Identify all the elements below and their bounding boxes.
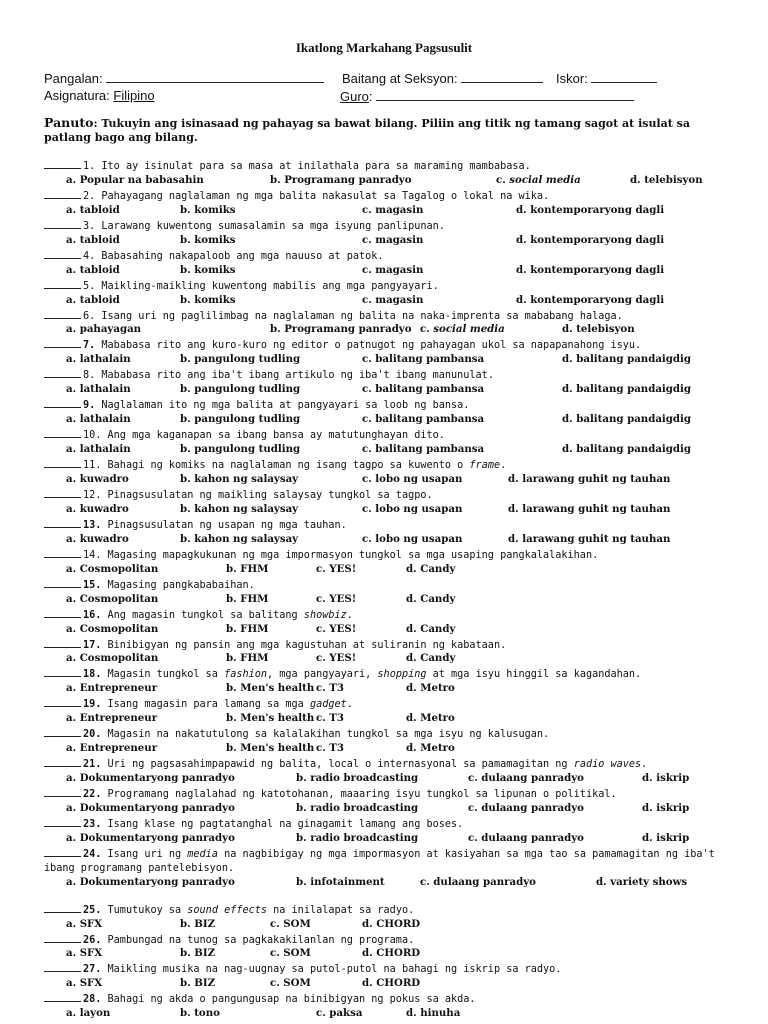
question-number: 13. <box>83 519 102 531</box>
answer-blank[interactable] <box>44 961 81 972</box>
choice-c[interactable]: c. magasin <box>362 263 424 276</box>
choices-row <box>44 652 744 666</box>
iskor-row <box>556 70 657 86</box>
choices-row <box>44 977 744 991</box>
question-text: . <box>500 460 507 472</box>
choice-a[interactable]: a. lathalain <box>66 383 131 396</box>
choice-b[interactable]: b. radio broadcasting <box>296 772 419 785</box>
question-19 <box>44 696 744 712</box>
question-text: radio waves <box>573 759 642 771</box>
answer-blank[interactable] <box>44 637 81 648</box>
choice-c[interactable]: c. YES! <box>316 622 357 635</box>
question-text: na nagbibigay ng mga impormasyon at kasiyahan sa mga tao sa pamamagitan ng iba't ibang programang pantelebisyon. <box>44 848 715 874</box>
answer-blank[interactable] <box>44 427 81 438</box>
answer-blank[interactable] <box>44 397 81 408</box>
question-27 <box>44 961 744 977</box>
choice-a[interactable]: a. tabloid <box>66 293 120 306</box>
choice-b[interactable]: b. Programang panradyo <box>270 173 412 186</box>
choice-b[interactable]: b. FHM <box>226 652 269 665</box>
choices-row <box>44 682 744 696</box>
choice-c[interactable]: c. YES! <box>316 652 357 665</box>
choice-b[interactable]: b. pangulong tudling <box>180 443 301 456</box>
choice-c[interactable]: c. lobo ng usapan <box>362 532 463 545</box>
choice-b[interactable]: b. FHM <box>226 622 269 635</box>
question-26 <box>44 932 744 948</box>
question-text: sound effects <box>187 904 268 916</box>
choice-d[interactable]: d. kontemporaryong dagli <box>516 203 665 216</box>
choice-c[interactable]: c. balitang pambansa <box>362 383 485 396</box>
choice-c[interactable]: c. SOM <box>270 977 311 990</box>
choice-b[interactable]: b. FHM <box>226 562 269 575</box>
choices-row <box>44 772 744 786</box>
choice-b[interactable]: b. komiks <box>180 233 236 246</box>
choices-row <box>44 503 744 517</box>
choice-b[interactable]: b. komiks <box>180 263 236 276</box>
question-15 <box>44 577 744 593</box>
question-3 <box>44 218 744 234</box>
choice-a[interactable]: a. Dokumentaryong panradyo <box>66 772 235 785</box>
question-number: 6. <box>83 310 96 322</box>
choices-row <box>44 323 744 337</box>
pangalan-row <box>44 70 324 86</box>
answer-blank[interactable] <box>44 846 81 857</box>
question-number: 27. <box>83 964 102 976</box>
answer-blank[interactable] <box>44 607 81 618</box>
exam-title: Ikatlong Markahang Pagsusulit <box>295 40 473 55</box>
question-number: 20. <box>83 729 102 741</box>
question-7 <box>44 337 744 353</box>
choice-a[interactable]: a. Entrepreneur <box>66 742 158 755</box>
baitang-label: Baitang at Seksyon: <box>342 71 458 86</box>
choice-c[interactable]: c. paksa <box>316 1007 363 1020</box>
question-number: 21. <box>83 759 102 771</box>
choice-c[interactable]: c. balitang pambansa <box>362 443 485 456</box>
question-10 <box>44 427 744 443</box>
question-number: 10. <box>83 430 102 442</box>
question-number: 23. <box>83 818 102 830</box>
question-13 <box>44 517 744 533</box>
answer-blank[interactable] <box>44 308 81 319</box>
question-24 <box>44 846 744 876</box>
choice-b[interactable]: b. pangulong tudling <box>180 383 301 396</box>
question-14 <box>44 547 744 563</box>
question-number: 8. <box>83 370 96 382</box>
choice-c[interactable]: c. T3 <box>316 712 344 725</box>
choice-d[interactable]: d. Metro <box>406 682 455 695</box>
baitang-row <box>342 70 543 86</box>
answer-blank[interactable] <box>44 816 81 827</box>
choice-a[interactable]: a. Popular na babasahin <box>66 173 204 186</box>
choices-row <box>44 353 744 367</box>
question-number: 15. <box>83 579 102 591</box>
choice-c[interactable]: c. magasin <box>362 293 424 306</box>
choice-b[interactable]: b. radio broadcasting <box>296 801 419 814</box>
choice-a[interactable]: a. Entrepreneur <box>66 712 158 725</box>
question-text: frame <box>469 460 501 472</box>
choices-row <box>44 473 744 487</box>
question-number: 24. <box>83 848 102 860</box>
question-8 <box>44 367 744 383</box>
choice-d[interactable]: d. hinuha <box>406 1007 461 1020</box>
choice-d[interactable]: d. kontemporaryong dagli <box>516 263 665 276</box>
choice-c[interactable]: c. T3 <box>316 682 344 695</box>
choice-b[interactable]: b. Men's health <box>226 742 315 755</box>
question-number: 25. <box>83 904 102 916</box>
choice-c[interactable]: c. SOM <box>270 947 311 960</box>
choice-d[interactable]: d. kontemporaryong dagli <box>516 233 665 246</box>
question-text: Magasing mapagkukunan ng mga impormasyon tungkol sa mga usaping pangkalalakihan. <box>101 549 599 561</box>
choice-d[interactable]: d. Candy <box>406 592 456 605</box>
answer-blank[interactable] <box>44 517 81 528</box>
choice-a[interactable]: a. kuwadro <box>66 472 129 485</box>
choice-a[interactable]: a. Cosmopolitan <box>66 562 159 575</box>
choice-d[interactable]: d. Candy <box>406 652 456 665</box>
choice-d[interactable]: d. CHORD <box>362 917 421 930</box>
question-text: Babasahing nakapaloob ang mga nauuso at patok. <box>95 250 384 262</box>
question-text: at mga isyu hinggil sa kagandahan. <box>426 669 642 681</box>
guro-label: Guro <box>340 89 369 104</box>
choice-d[interactable]: d. CHORD <box>362 947 421 960</box>
baitang-blank[interactable] <box>461 70 543 83</box>
choice-d[interactable]: d. variety shows <box>596 875 688 888</box>
question-number: 2. <box>83 190 96 202</box>
question-number: 22. <box>83 789 102 801</box>
choice-b[interactable]: b. BIZ <box>180 917 216 930</box>
question-text: Pambungad na tunog sa pagkakakilanlan ng programa. <box>101 934 415 946</box>
choice-c[interactable]: c. YES! <box>316 592 357 605</box>
choices-row <box>44 802 744 816</box>
question-17 <box>44 637 744 653</box>
choice-a[interactable]: a. layon <box>66 1007 111 1020</box>
choices-row <box>44 563 744 577</box>
choice-c[interactable]: c. lobo ng usapan <box>362 502 463 515</box>
choice-c[interactable]: c. balitang pambansa <box>362 413 485 426</box>
question-text: gadget <box>309 699 347 711</box>
question-28 <box>44 991 744 1007</box>
question-text: Pahayagang naglalaman ng mga balita nakasulat sa Tagalog o lokal na wika. <box>95 190 550 202</box>
choices-row <box>44 712 744 726</box>
answer-blank[interactable] <box>44 248 81 259</box>
choice-d[interactable]: d. balitang pandaigdig <box>562 383 692 396</box>
question-1 <box>44 158 744 174</box>
question-23 <box>44 816 744 832</box>
question-number: 3. <box>83 220 96 232</box>
choices-row <box>44 947 744 961</box>
choice-b[interactable]: b. radio broadcasting <box>296 831 419 844</box>
choice-b[interactable]: b. Men's health <box>226 712 315 725</box>
choice-a[interactable]: a. Dokumentaryong panradyo <box>66 875 235 888</box>
choice-d[interactable]: d. balitang pandaigdig <box>562 413 692 426</box>
question-text: Mababasa rito ang kuro-kuro ng editor o patnugot ng pahayagan ukol sa napapanahong isyu. <box>95 340 642 352</box>
choice-d[interactable]: d. CHORD <box>362 977 421 990</box>
choice-b[interactable]: b. infotainment <box>296 875 385 888</box>
question-11 <box>44 457 744 473</box>
question-text: Pinagsusulatan ng usapan ng mga tauhan. <box>101 519 347 531</box>
question-text: Ang mga kaganapan sa ibang bansa ay matutunghayan dito. <box>101 430 445 442</box>
question-text: Maikling-maikling kuwentong mabilis ang mga pangyayari. <box>95 280 439 292</box>
choices-row <box>44 443 744 457</box>
choice-d[interactable]: d. telebisyon <box>630 173 703 186</box>
choice-d[interactable]: d. telebisyon <box>562 323 635 336</box>
question-18 <box>44 666 744 682</box>
question-16 <box>44 607 744 623</box>
choice-a[interactable]: a. lathalain <box>66 413 131 426</box>
question-text: Isang uri ng <box>101 848 188 860</box>
choice-d[interactable]: d. balitang pandaigdig <box>562 443 692 456</box>
choice-a[interactable]: a. Entrepreneur <box>66 682 158 695</box>
choice-c[interactable]: c. social media <box>420 323 505 336</box>
question-text: Bahagi ng akda o pangungusap na binibigyan ng pokus sa akda. <box>101 994 476 1006</box>
question-text: Isang magasin para lamang sa mga <box>101 699 310 711</box>
question-number: 17. <box>83 639 102 651</box>
choice-a[interactable]: a. SFX <box>66 947 103 960</box>
question-text: . <box>346 609 353 621</box>
choice-d[interactable]: d. iskrip <box>642 772 690 785</box>
question-25 <box>44 902 744 918</box>
question-text: Isang uri ng paglilimbag na naglalaman ng balita na naka-imprenta sa mababang halaga. <box>95 310 623 322</box>
choices-row <box>44 294 744 308</box>
choice-c[interactable]: c. T3 <box>316 742 344 755</box>
choice-d[interactable]: d. larawang guhit ng tauhan <box>508 472 671 485</box>
question-number: 26. <box>83 934 102 946</box>
choice-c[interactable]: c. SOM <box>270 917 311 930</box>
question-text: Uri ng pagsasahimpapawid ng balita, local o internasyonal sa pamamagitan ng <box>101 759 574 771</box>
answer-blank[interactable] <box>44 577 81 588</box>
question-number: 5. <box>83 280 96 292</box>
question-number: 7. <box>83 340 96 352</box>
choice-a[interactable]: a. Dokumentaryong panradyo <box>66 801 235 814</box>
choice-b[interactable]: b. kahon ng salaysay <box>180 472 299 485</box>
question-list <box>44 158 744 1021</box>
choice-a[interactable]: a. lathalain <box>66 443 131 456</box>
answer-blank[interactable] <box>44 547 81 558</box>
choice-a[interactable]: a. Cosmopolitan <box>66 622 159 635</box>
choice-a[interactable]: a. pahayagan <box>66 323 142 336</box>
question-text: , mga pangyayari, <box>267 669 378 681</box>
question-22 <box>44 786 744 802</box>
question-4 <box>44 248 744 264</box>
choice-a[interactable]: a. tabloid <box>66 233 120 246</box>
instructions-label: Panuto <box>44 115 94 130</box>
choice-b[interactable]: b. kahon ng salaysay <box>180 502 299 515</box>
answer-blank[interactable] <box>44 932 81 943</box>
answer-blank[interactable] <box>44 188 81 199</box>
question-text: Magasing pangkababaihan. <box>101 579 255 591</box>
question-number: 12. <box>83 489 102 501</box>
choices-row <box>44 204 744 218</box>
choice-b[interactable]: b. komiks <box>180 293 236 306</box>
question-text: Larawang kuwentong sumasalamin sa mga isyung panlipunan. <box>95 220 445 232</box>
choice-d[interactable]: d. Candy <box>406 622 456 635</box>
choice-a[interactable]: a. Dokumentaryong panradyo <box>66 831 235 844</box>
question-text: Ang magasin tungkol sa balitang <box>101 609 304 621</box>
question-number: 16. <box>83 609 102 621</box>
choice-c[interactable]: c. dulaang panradyo <box>420 875 536 888</box>
choice-a[interactable]: a. SFX <box>66 917 103 930</box>
question-number: 4. <box>83 250 96 262</box>
choice-c[interactable]: c. magasin <box>362 233 424 246</box>
question-text: . <box>346 699 353 711</box>
choices-row <box>44 832 744 846</box>
question-number: 14. <box>83 549 102 561</box>
asignatura-value: Filipino <box>113 88 155 103</box>
answer-blank[interactable] <box>44 991 81 1002</box>
instructions <box>44 116 734 145</box>
choice-b[interactable]: b. tono <box>180 1007 220 1020</box>
pangalan-blank[interactable] <box>106 70 324 83</box>
question-text: shopping <box>377 669 427 681</box>
question-5 <box>44 278 744 294</box>
choice-d[interactable]: d. iskrip <box>642 801 690 814</box>
choice-b[interactable]: b. komiks <box>180 203 236 216</box>
question-text: Mababasa rito ang iba't ibang artikulo ng iba't ibang manunulat. <box>95 370 494 382</box>
question-6 <box>44 308 744 324</box>
asignatura-label: Asignatura: <box>44 88 110 103</box>
question-number: 18. <box>83 669 102 681</box>
question-text: media <box>187 848 218 860</box>
choice-b[interactable]: b. pangulong tudling <box>180 413 301 426</box>
question-text: Ito ay isinulat para sa masa at inilathala para sa maraming mambabasa. <box>95 161 531 172</box>
choices-row <box>44 234 744 248</box>
choices-row <box>44 918 744 932</box>
answer-blank[interactable] <box>44 278 81 289</box>
answer-blank[interactable] <box>44 786 81 797</box>
choices-row <box>44 623 744 637</box>
iskor-blank[interactable] <box>591 70 657 83</box>
choice-d[interactable]: d. iskrip <box>642 831 690 844</box>
choice-a[interactable]: a. kuwadro <box>66 532 129 545</box>
choice-b[interactable]: b. pangulong tudling <box>180 353 301 366</box>
answer-blank[interactable] <box>44 726 81 737</box>
question-text: Magasin tungkol sa <box>101 669 225 681</box>
choice-c[interactable]: c. dulaang panradyo <box>468 772 584 785</box>
question-text: fashion <box>224 669 268 681</box>
guro-colon: : <box>368 89 373 104</box>
question-text: Programang naglalahad ng katotohanan, maaaring isyu tungkol sa lipunan o politikal. <box>101 789 617 801</box>
choices-row <box>44 876 744 890</box>
question-20 <box>44 726 744 742</box>
question-text: Isang klase ng pagtatanghal na ginagamit lamang ang boses. <box>101 818 464 830</box>
choice-a[interactable]: a. Cosmopolitan <box>66 652 159 665</box>
iskor-label: Iskor: <box>556 71 588 86</box>
choices-row <box>44 264 744 278</box>
choice-c[interactable]: c. balitang pambansa <box>362 353 485 366</box>
choice-d[interactable]: d. Candy <box>406 562 456 575</box>
choices-row <box>44 413 744 427</box>
answer-blank[interactable] <box>44 487 81 498</box>
choice-b[interactable]: b. kahon ng salaysay <box>180 532 299 545</box>
question-text: Pinagsusulatan ng maikling salaysay tungkol sa tagpo. <box>101 489 433 501</box>
question-text: na inilalapat sa radyo. <box>267 904 415 916</box>
question-text: Magasin na nakatutulong sa kalalakihan tungkol sa mga isyu ng kalusugan. <box>101 729 550 741</box>
question-text: Naglalaman ito ng mga balita at pangyayari sa loob ng bansa. <box>95 400 470 412</box>
choice-d[interactable]: d. larawang guhit ng tauhan <box>508 502 671 515</box>
choice-c[interactable]: c. dulaang panradyo <box>468 801 584 814</box>
choice-b[interactable]: b. BIZ <box>180 947 216 960</box>
answer-blank[interactable] <box>44 902 81 913</box>
question-text: Maikling musika na nag-uugnay sa putol-putol na bahagi ng iskrip sa radyo. <box>101 964 562 976</box>
question-2 <box>44 188 744 204</box>
question-text: Binibigyan ng pansin ang mga kagustuhan at suliranin ng kabataan. <box>101 639 507 651</box>
choices-row <box>44 533 744 547</box>
choice-a[interactable]: a. Cosmopolitan <box>66 592 159 605</box>
choice-c[interactable]: c. magasin <box>362 203 424 216</box>
choice-c[interactable]: c. YES! <box>316 562 357 575</box>
question-number: 19. <box>83 699 102 711</box>
answer-blank[interactable] <box>44 666 81 677</box>
question-gap <box>44 890 744 902</box>
answer-blank[interactable] <box>44 218 81 229</box>
question-text: Bahagi ng komiks na naglalaman ng isang tagpo sa kuwento o <box>101 460 470 472</box>
choice-a[interactable]: a. SFX <box>66 977 103 990</box>
pangalan-label: Pangalan: <box>44 71 103 86</box>
choice-b[interactable]: b. BIZ <box>180 977 216 990</box>
answer-blank[interactable] <box>44 337 81 348</box>
choice-c[interactable]: c. dulaang panradyo <box>468 831 584 844</box>
question-text: Tumutukoy sa <box>101 904 188 916</box>
answer-blank[interactable] <box>44 756 81 767</box>
choice-a[interactable]: a. lathalain <box>66 353 131 366</box>
choice-b[interactable]: b. Men's health <box>226 682 315 695</box>
choices-row <box>44 174 744 188</box>
question-9 <box>44 397 744 413</box>
answer-blank[interactable] <box>44 457 81 468</box>
choice-a[interactable]: a. kuwadro <box>66 502 129 515</box>
choice-d[interactable]: d. larawang guhit ng tauhan <box>508 532 671 545</box>
choices-row <box>44 383 744 397</box>
asignatura-row <box>44 88 155 103</box>
question-12 <box>44 487 744 503</box>
choice-d[interactable]: d. Metro <box>406 712 455 725</box>
choices-row <box>44 593 744 607</box>
choice-d[interactable]: d. Metro <box>406 742 455 755</box>
answer-blank[interactable] <box>44 158 81 169</box>
choice-c[interactable]: c. social media <box>496 173 581 186</box>
instructions-text: : Tukuyin ang isinasaad ng pahayag sa bawat bilang. Piliin ang titik ng tamang sagot at isulat sa patlang bago ang bilang. <box>44 117 690 144</box>
guro-row <box>340 88 634 104</box>
choice-b[interactable]: b. FHM <box>226 592 269 605</box>
question-number: 1. <box>83 161 96 172</box>
choice-d[interactable]: d. kontemporaryong dagli <box>516 293 665 306</box>
choice-d[interactable]: d. balitang pandaigdig <box>562 353 692 366</box>
question-number: 9. <box>83 400 96 412</box>
choices-row <box>44 1007 744 1021</box>
guro-blank[interactable] <box>376 88 634 101</box>
question-21 <box>44 756 744 772</box>
choices-row <box>44 742 744 756</box>
choice-a[interactable]: a. tabloid <box>66 203 120 216</box>
question-text: . <box>641 759 648 771</box>
choice-c[interactable]: c. lobo ng usapan <box>362 472 463 485</box>
choice-b[interactable]: b. Programang panradyo <box>270 323 412 336</box>
answer-blank[interactable] <box>44 367 81 378</box>
question-text: showbiz <box>303 609 347 621</box>
question-number: 11. <box>83 460 102 472</box>
choice-a[interactable]: a. tabloid <box>66 263 120 276</box>
question-number: 28. <box>83 994 102 1006</box>
answer-blank[interactable] <box>44 696 81 707</box>
